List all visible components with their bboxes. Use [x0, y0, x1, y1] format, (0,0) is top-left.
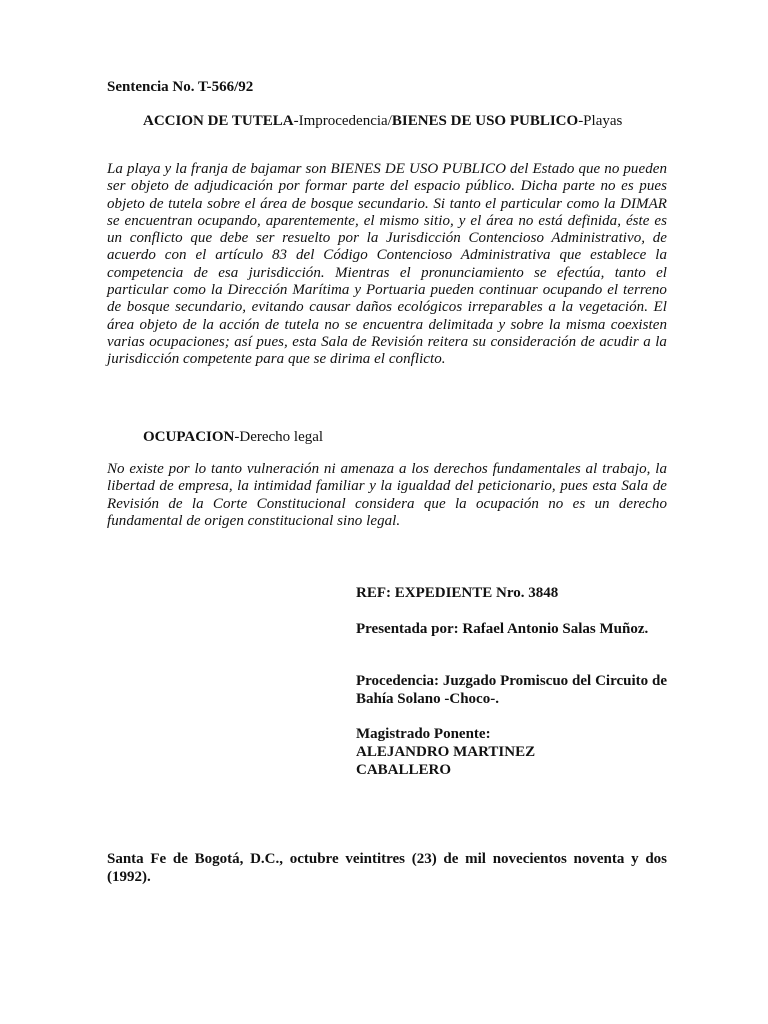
ref-expediente: REF: EXPEDIENTE Nro. 3848 [356, 585, 559, 601]
place-and-date: Santa Fe de Bogotá, D.C., octubre veintitres (23) de mil novecientos noventa y dos (1992). [107, 851, 667, 885]
magistrado-label: Magistrado Ponente: [356, 726, 491, 742]
sentence-number-title: Sentencia No. T-566/92 [107, 79, 254, 95]
heading2-bold-a: OCUPACION [143, 429, 235, 445]
heading-ocupacion [143, 428, 667, 446]
heading1-normal-a: -Improcedencia/ [293, 113, 392, 129]
magistrado-name-3: CABALLERO [356, 762, 452, 778]
summary-paragraph-2: No existe por lo tanto vulneración ni amenaza a los derechos fundamentales al trabajo, la libertad de empresa, la intimidad familiar y la igualdad del peticionario, pues esta Sala de Revisión de la Corte Constitucional considera que la ocupación no es un derecho fundamental de origen constitucional sino legal. [107, 461, 667, 529]
heading1-normal-b: -Playas [578, 113, 623, 129]
magistrado-name-2: MARTINEZ [453, 744, 536, 760]
heading1-bold-a: ACCION DE TUTELA [143, 113, 294, 129]
heading-accion-de-tutela [143, 112, 667, 130]
magistrado-name-line [356, 743, 667, 761]
heading1-bold-b: BIENES DE USO PUBLICO [391, 113, 579, 129]
ref-procedencia: Procedencia: Juzgado Promiscuo del Circuito de Bahía Solano -Choco-. [356, 673, 667, 707]
ref-presentada-por: Presentada por: Rafael Antonio Salas Muñoz. [356, 621, 649, 637]
ref-magistrado [356, 725, 667, 779]
summary-paragraph-1: La playa y la franja de bajamar son BIENES DE USO PUBLICO del Estado que no pueden ser objeto de adjudicación por formar parte del espacio público. Dicha parte no es pues objeto de tutela sobre el área de bosque secundario. Si tanto el particular como la DIMAR se encuentran ocupando, aparentemente, el mismo sitio, y el área no está definida, éste es un conflicto que debe ser resuelto por la Jurisdicción Contencioso Administrativo, de acuerdo con el artículo 83 del Código Contencioso Administrativa que establece la competencia de esa jurisdicción. Mientras el pronunciamiento se efectúa, tanto el particular como la Dirección Marítima y Portuaria pueden continuar ocupando el terreno de bosque secundario, evitando causar daños ecológicos irreparables a la vegetación. El área objeto de la acción de tutela no se encuentra delimitada y sobre la misma coexisten varias ocupaciones; así pues, esta Sala de Revisión reitera su consideración de acudir a la jurisdicción competente para que se dirima el conflicto. [107, 161, 667, 368]
magistrado-name-1: ALEJANDRO [356, 744, 450, 760]
heading2-normal-a: -Derecho legal [234, 429, 324, 445]
